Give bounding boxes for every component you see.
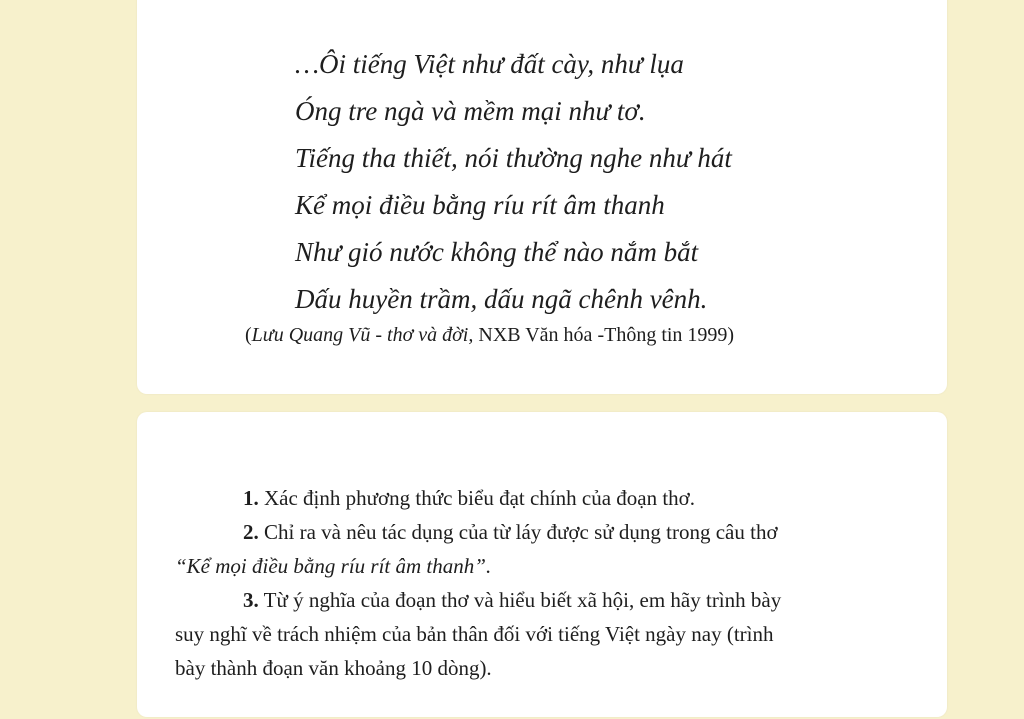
question-2 [243,518,778,546]
poem-citation [245,322,734,348]
citation-publisher: NXB Văn hóa -Thông tin 1999) [473,324,735,346]
question-2-number: 2. [243,520,259,544]
question-3-number: 3. [243,588,259,612]
question-3-line-2: suy nghĩ về trách nhiệm của bản thân đối với tiếng Việt ngày nay (trình [175,622,774,646]
poem-card [137,0,947,394]
question-2-quote: “Kể mọi điều bằng ríu rít âm thanh”. [175,554,492,578]
question-1-text: Xác định phương thức biểu đạt chính của đoạn thơ. [258,486,696,510]
poem-line-4: Kể mọi điều bằng ríu rít âm thanh [295,190,665,220]
question-3-text: Từ ý nghĩa của đoạn thơ và hiểu biết xã hội, em hãy trình bày [258,588,782,612]
question-2-text: Chỉ ra và nêu tác dụng của từ láy được sử dụng trong câu thơ [258,520,778,544]
citation-author-work: Lưu Quang Vũ - thơ và đời, [251,324,474,346]
questions-card [137,412,947,717]
poem-line-6: Dấu huyền trầm, dấu ngã chênh vênh. [295,284,708,314]
question-3 [243,586,781,614]
poem-line-5: Như gió nước không thể nào nắm bắt [295,237,699,267]
poem-line-3: Tiếng tha thiết, nói thường nghe như hát [295,143,732,173]
citation-open: ( [245,324,252,346]
question-1 [243,484,695,512]
poem-line-1: …Ôi tiếng Việt như đất cày, như lụa [295,49,684,79]
question-1-number: 1. [243,486,259,510]
question-3-line-3: bày thành đoạn văn khoảng 10 dòng). [175,656,492,680]
poem-line-2: Óng tre ngà và mềm mại như tơ. [295,96,646,126]
